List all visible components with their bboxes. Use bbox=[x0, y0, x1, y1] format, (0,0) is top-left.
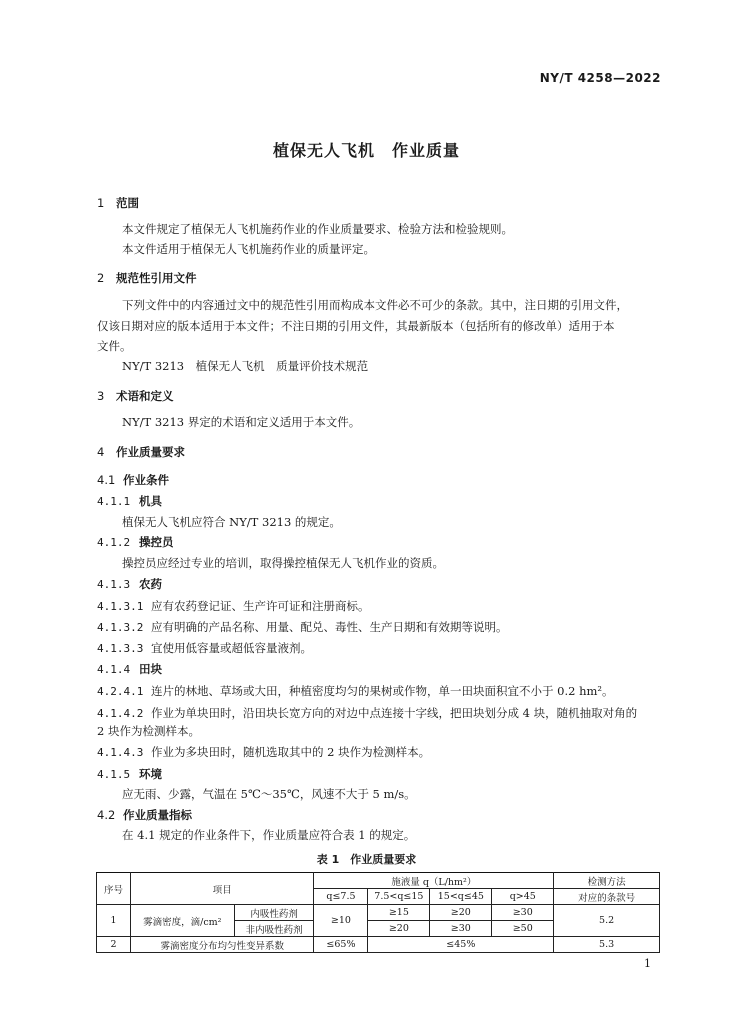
clause-4-1-1-heading bbox=[97, 494, 162, 509]
paragraph: 应无雨、少露，气温在 5℃～35℃，风速不大于 5 m/s。 bbox=[122, 787, 416, 801]
value-cell: ≥30 bbox=[430, 921, 492, 937]
header-method-1: 检测方法 bbox=[554, 873, 660, 889]
section-1-heading bbox=[97, 196, 139, 210]
item-text: 宜使用低容量或超低容量液剂。 bbox=[151, 641, 312, 655]
paragraph: 在 4.1 规定的作业条件下，作业质量应符合表 1 的规定。 bbox=[122, 828, 416, 842]
clause-title: 田块 bbox=[139, 662, 162, 676]
quality-requirements-table bbox=[96, 872, 660, 953]
paragraph-line: 文件。 bbox=[97, 339, 132, 353]
section-number: 3 bbox=[97, 389, 105, 403]
value-cell: ≥10 bbox=[314, 905, 368, 937]
paragraph-line: 仅该日期对应的版本适用于本文件；不注日期的引用文件，其最新版本（包括所有的修改单）适用于本 bbox=[97, 319, 615, 333]
item-number: 4.1.4.3 bbox=[97, 746, 144, 759]
clause-title: 机具 bbox=[139, 494, 162, 508]
item-4-1-4-3 bbox=[97, 745, 430, 760]
section-4-heading bbox=[97, 445, 185, 459]
range-cell: q≤7.5 bbox=[314, 889, 368, 905]
clause-title: 农药 bbox=[139, 577, 162, 591]
item-continuation: 2 块作为检测样本。 bbox=[97, 724, 200, 738]
section-2-heading bbox=[97, 271, 197, 285]
clause-number: 4.1.5 bbox=[97, 768, 131, 781]
section-number: 4 bbox=[97, 445, 105, 459]
subsection-4-1-heading bbox=[97, 473, 169, 487]
row-item: 雾滴密度，滴/cm² bbox=[130, 905, 234, 937]
header-seq: 序号 bbox=[97, 873, 131, 905]
item-text: 作业为单块田时，沿田块长宽方向的对边中点连接十字线，把田块划分成 4 块，随机抽取对角的 bbox=[151, 706, 638, 720]
row-seq: 1 bbox=[97, 905, 131, 937]
item-number: 4.2.4.1 bbox=[97, 685, 144, 698]
item-number: 4.1.3.2 bbox=[97, 621, 144, 634]
value-cell: ≥15 bbox=[368, 905, 430, 921]
clause-cell: 5.2 bbox=[554, 905, 660, 937]
clause-number: 4.1.3 bbox=[97, 578, 131, 591]
row-subitem: 内吸性药剂 bbox=[234, 905, 314, 921]
value-cell: ≤65% bbox=[314, 937, 368, 953]
clause-title: 操控员 bbox=[139, 535, 174, 549]
paragraph: 本文件适用于植保无人飞机施药作业的质量评定。 bbox=[122, 242, 375, 256]
row-item: 雾滴密度分布均匀性变异系数 bbox=[130, 937, 314, 953]
paragraph: NY/T 3213 界定的术语和定义适用于本文件。 bbox=[122, 415, 361, 429]
subsection-number: 4.1 bbox=[97, 473, 116, 487]
paragraph: 植保无人飞机应符合 NY/T 3213 的规定。 bbox=[122, 515, 341, 529]
section-3-heading bbox=[97, 389, 174, 403]
section-title: 术语和定义 bbox=[116, 389, 174, 403]
row-subitem: 非内吸性药剂 bbox=[234, 921, 314, 937]
header-spray-volume: 施液量 q（L/hm²） bbox=[314, 873, 554, 889]
item-text: 连片的林地、草场或大田，种植密度均匀的果树或作物，单一田块面积宜不小于 0.2 hm²。 bbox=[151, 684, 614, 698]
clause-title: 环境 bbox=[139, 767, 162, 781]
value-cell: ≥20 bbox=[368, 921, 430, 937]
item-4-1-3-1 bbox=[97, 599, 370, 614]
item-number: 4.1.4.2 bbox=[97, 707, 144, 720]
normative-reference: NY/T 3213 植保无人飞机 质量评价技术规范 bbox=[122, 359, 369, 373]
subsection-4-2-heading bbox=[97, 808, 192, 822]
clause-number: 4.1.1 bbox=[97, 495, 131, 508]
paragraph: 本文件规定了植保无人飞机施药作业的作业质量要求、检验方法和检验规则。 bbox=[122, 222, 513, 236]
clause-4-1-3-heading bbox=[97, 577, 162, 592]
range-cell: 15<q≤45 bbox=[430, 889, 492, 905]
value-cell: ≥50 bbox=[492, 921, 554, 937]
item-number: 4.1.3.1 bbox=[97, 600, 144, 613]
clause-4-1-4-heading bbox=[97, 662, 162, 677]
item-number: 4.1.3.3 bbox=[97, 642, 144, 655]
subsection-title: 作业质量指标 bbox=[123, 808, 192, 822]
clause-number: 4.1.2 bbox=[97, 536, 131, 549]
section-title: 范围 bbox=[116, 196, 139, 210]
page-number: 1 bbox=[644, 957, 651, 970]
value-cell: ≤45% bbox=[368, 937, 554, 953]
item-text: 应有明确的产品名称、用量、配兑、毒性、生产日期和有效期等说明。 bbox=[151, 620, 508, 634]
item-4-1-3-3 bbox=[97, 641, 312, 656]
table-row bbox=[97, 905, 660, 921]
row-seq: 2 bbox=[97, 937, 131, 953]
clause-4-1-5-heading bbox=[97, 767, 162, 782]
table-row bbox=[97, 937, 660, 953]
value-cell: ≥30 bbox=[492, 905, 554, 921]
section-number: 1 bbox=[97, 196, 105, 210]
range-cell: 7.5<q≤15 bbox=[368, 889, 430, 905]
header-item: 项目 bbox=[130, 873, 314, 905]
standard-code: NY/T 4258—2022 bbox=[539, 71, 661, 85]
paragraph: 操控员应经过专业的培训，取得操控植保无人飞机作业的资质。 bbox=[122, 556, 444, 570]
range-cell: q>45 bbox=[492, 889, 554, 905]
clause-4-1-2-heading bbox=[97, 535, 174, 550]
item-4-2-4-1 bbox=[97, 684, 614, 699]
section-number: 2 bbox=[97, 271, 105, 285]
section-title: 规范性引用文件 bbox=[116, 271, 197, 285]
paragraph-line: 下列文件中的内容通过文中的规范性引用而构成本文件必不可少的条款。其中，注日期的引用文件， bbox=[122, 298, 628, 312]
item-4-1-3-2 bbox=[97, 620, 508, 635]
item-text: 作业为多块田时，随机选取其中的 2 块作为检测样本。 bbox=[151, 745, 431, 759]
table-header-row bbox=[97, 873, 660, 889]
table-caption: 表 1 作业质量要求 bbox=[316, 853, 417, 866]
item-text: 应有农药登记证、生产许可证和注册商标。 bbox=[151, 599, 370, 613]
section-title: 作业质量要求 bbox=[116, 445, 185, 459]
subsection-title: 作业条件 bbox=[123, 473, 169, 487]
clause-number: 4.1.4 bbox=[97, 663, 131, 676]
value-cell: ≥20 bbox=[430, 905, 492, 921]
header-method-2: 对应的条款号 bbox=[554, 889, 660, 905]
subsection-number: 4.2 bbox=[97, 808, 116, 822]
clause-cell: 5.3 bbox=[554, 937, 660, 953]
item-4-1-4-2 bbox=[97, 706, 637, 721]
document-title: 植保无人飞机 作业质量 bbox=[272, 141, 460, 160]
